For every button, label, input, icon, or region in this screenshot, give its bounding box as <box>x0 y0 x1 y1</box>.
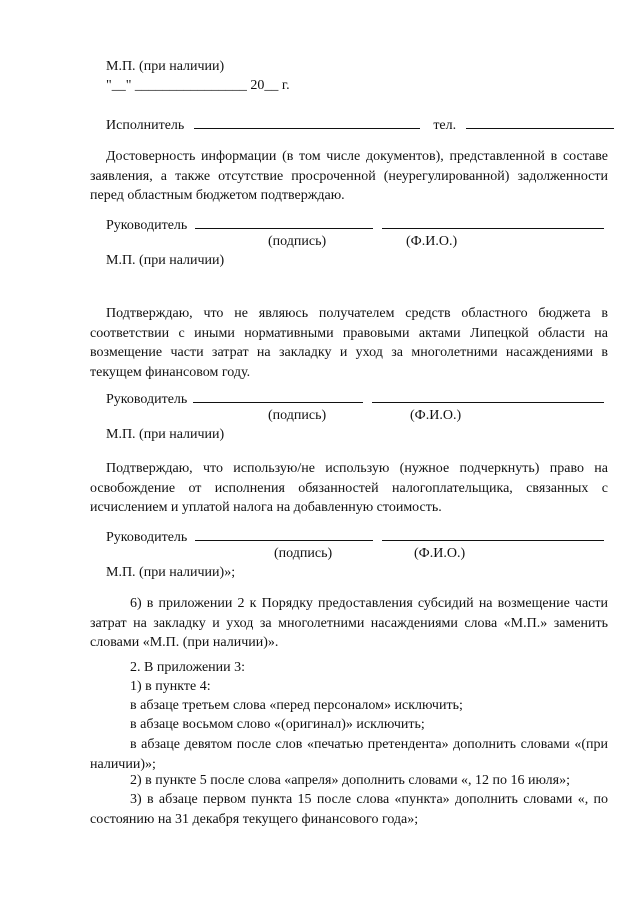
fio-caption: (Ф.И.О.) <box>410 408 462 423</box>
date-line: "__" ________________ 20__ г. <box>106 78 290 93</box>
paragraph-reliability: Достоверность информации (в том числе документов), представленной в составе заявления, а также отсутствие просроченной (неурегулированной) задолженности перед областным бюджетом подтверждаю. <box>90 149 608 203</box>
signature-blank <box>195 528 373 541</box>
signature-blank <box>193 390 363 403</box>
mp-line: М.П. (при наличии) <box>106 427 225 442</box>
item-2-1-c: в абзаце девятом после слов «печатью претендента» дополнить словами «(при наличии)»; <box>90 737 608 772</box>
fio-caption: (Ф.И.О.) <box>414 546 466 561</box>
signature-caption: (подпись) <box>268 408 327 423</box>
executor-label: Исполнитель <box>106 118 185 133</box>
paragraph-not-recipient: Подтверждаю, что не являюсь получателем средств областного бюджета в соответствии с иными нормативными правовыми актами Липецкой области на возмещение части затрат на закладку и уход за многолетними насаждениями в текущем финансовом году. <box>90 306 608 380</box>
paragraph-item-6: 6) в приложении 2 к Порядку предоставления субсидий на возмещение части затрат на закладку и уход за многолетними насаждениями слова «М.П.» заменить словами «М.П. (при наличии)». <box>90 596 608 650</box>
item-2-1: 1) в пункте 4: <box>130 679 211 694</box>
fio-blank <box>382 528 604 541</box>
executor-blank <box>194 116 420 129</box>
signature-caption: (подпись) <box>268 234 327 249</box>
paragraph-vat-exemption: Подтверждаю, что использую/не использую (нужное подчеркнуть) право на освобождение от исполнения обязанностей налогоплательщика, связанных с исчислением и уплатой налога на добавленную стоимость. <box>90 461 608 515</box>
mp-line: М.П. (при наличии)»; <box>106 565 236 580</box>
tel-label: тел. <box>433 118 457 133</box>
mp-line: М.П. (при наличии) <box>106 253 225 268</box>
signature-row-2 <box>106 390 604 408</box>
signature-row-3 <box>106 528 604 546</box>
executor-row <box>106 116 614 134</box>
item-2-3: 3) в абзаце первом пункта 15 после слова «пункта» дополнить словами «, по состоянию на 31 декабря текущего финансового года»; <box>90 792 608 827</box>
fio-blank <box>382 216 604 229</box>
section-2-heading: 2. В приложении 3: <box>130 660 246 675</box>
signature-label: Руководитель <box>106 218 188 233</box>
signature-label: Руководитель <box>106 392 188 407</box>
signature-caption: (подпись) <box>274 546 333 561</box>
tel-blank <box>466 116 614 129</box>
item-2-1-a: в абзаце третьем слова «перед персоналом» исключить; <box>130 698 463 713</box>
item-2-1-b: в абзаце восьмом слово «(оригинал)» исключить; <box>130 717 425 732</box>
signature-label: Руководитель <box>106 530 188 545</box>
mp-line: М.П. (при наличии) <box>106 59 225 74</box>
fio-blank <box>372 390 604 403</box>
fio-caption: (Ф.И.О.) <box>406 234 458 249</box>
item-2-2: 2) в пункте 5 после слова «апреля» дополнить словами «, 12 по 16 июля»; <box>130 773 570 788</box>
signature-row-1 <box>106 216 604 234</box>
signature-blank <box>195 216 373 229</box>
